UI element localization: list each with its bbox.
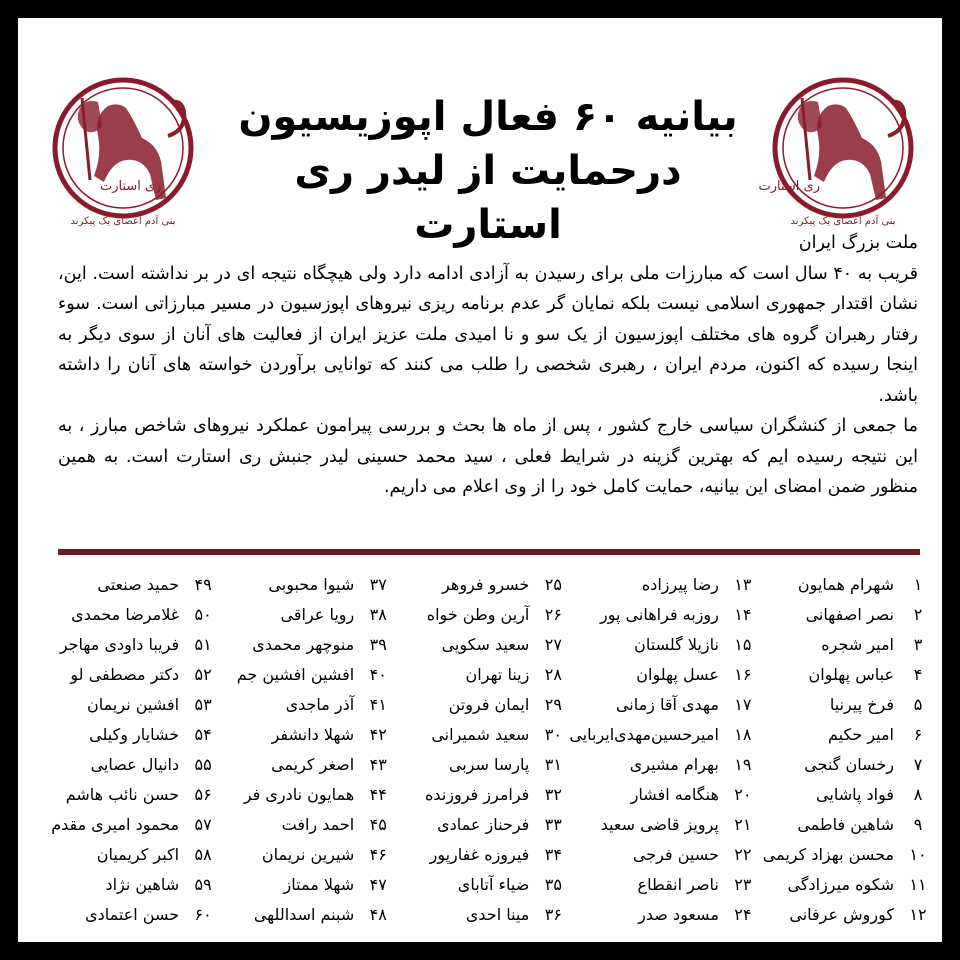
- list-item: [394, 690, 569, 720]
- signatory-number: ۱۶: [734, 665, 752, 684]
- signatory-name: نازیلا گلستان: [634, 635, 719, 654]
- signatory-name: شهرام همایون: [797, 575, 894, 594]
- list-item: [759, 780, 934, 810]
- signatory-name: شکوه میرزادگی: [787, 875, 894, 894]
- signatory-name: حسین فرجی: [632, 845, 719, 864]
- signatory-name: امیر شجره: [821, 635, 894, 654]
- signatory-number: ۵۱: [194, 635, 212, 654]
- list-item: [569, 870, 759, 900]
- list-item: [219, 720, 394, 750]
- lion-sword-icon: [38, 76, 208, 221]
- signatory-name: افشین نریمان: [87, 695, 180, 714]
- signatory-name: سعید سکویی: [441, 635, 530, 654]
- signatory-name: سعید شمیرانی: [431, 725, 530, 744]
- signatory-name: دانیال عصایی: [90, 755, 180, 774]
- list-item: [394, 570, 569, 600]
- signatory-number: ۲: [913, 605, 923, 624]
- signatory-number: ۲۹: [544, 695, 562, 714]
- list-item: [569, 570, 759, 600]
- signatory-number: ۸: [913, 785, 923, 804]
- list-item: [394, 750, 569, 780]
- list-item: [44, 660, 219, 690]
- list-item: [219, 690, 394, 720]
- signatory-name: فرحناز عمادی: [437, 815, 530, 834]
- list-item: [44, 840, 219, 870]
- signatory-name: فیروزه غفارپور: [429, 845, 530, 864]
- list-item: [44, 870, 219, 900]
- list-item: [759, 660, 934, 690]
- list-item: [219, 600, 394, 630]
- signatory-name: ناصر انقطاع: [637, 875, 719, 894]
- signatory-number: ۴۵: [369, 815, 387, 834]
- signatory-name: حسن اعتمادی: [85, 905, 180, 924]
- statement-body: [58, 228, 918, 503]
- signatory-name: شیوا محبوبی: [268, 575, 355, 594]
- list-item: [569, 600, 759, 630]
- list-item: [569, 780, 759, 810]
- svg-text:ری استارت: ری استارت: [758, 179, 820, 194]
- list-item: [759, 690, 934, 720]
- list-item: [569, 720, 759, 750]
- signatory-name: بهرام مشیری: [629, 755, 719, 774]
- signatory-name: شیرین نریمان: [261, 845, 355, 864]
- signatory-number: ۴۸: [369, 905, 387, 924]
- signatory-number: ۳۶: [544, 905, 562, 924]
- signatory-number: ۴۱: [369, 695, 387, 714]
- list-item: [759, 900, 934, 930]
- list-item: [569, 690, 759, 720]
- list-item: [394, 720, 569, 750]
- list-item: [394, 660, 569, 690]
- signatory-number: ۱۵: [734, 635, 752, 654]
- signatory-name: شاهین نژاد: [105, 875, 180, 894]
- list-item: [44, 810, 219, 840]
- signatory-number: ۲۱: [734, 815, 752, 834]
- section-divider: [58, 549, 920, 555]
- signatory-name: خسرو فروهر: [442, 575, 530, 594]
- signatories-column: [759, 570, 934, 930]
- signatory-number: ۱۸: [734, 725, 752, 744]
- signatory-name: رضا پیرزاده: [641, 575, 719, 594]
- signatory-number: ۳۳: [544, 815, 562, 834]
- signatory-number: ۴۷: [369, 875, 387, 894]
- list-item: [394, 630, 569, 660]
- signatory-name: افشین افشین جم: [236, 665, 355, 684]
- signatory-name: احمد رافت: [281, 815, 355, 834]
- signatory-name: ضیاء آتابای: [457, 875, 530, 894]
- signatory-name: فرامرز فروزنده: [425, 785, 530, 804]
- svg-text:ری استارت: ری استارت: [100, 179, 162, 194]
- emblem-motto: بنی آدم اعضای یک پیکرند: [790, 216, 896, 227]
- signatory-name: منوچهر محمدی: [252, 635, 355, 654]
- signatory-name: فریبا داودی مهاجر: [59, 635, 180, 654]
- signatory-name: غلامرضا محمدی: [71, 605, 180, 624]
- document-page: [18, 18, 942, 942]
- title-line-1: بیانیه ۶۰ فعال اپوزیسیون: [238, 94, 738, 140]
- signatory-number: ۵۲: [194, 665, 212, 684]
- signatory-name: شبنم اسداللهی: [253, 905, 355, 924]
- signatory-number: ۴۳: [369, 755, 387, 774]
- signatory-number: ۵۷: [194, 815, 212, 834]
- list-item: [569, 660, 759, 690]
- list-item: [759, 840, 934, 870]
- list-item: [394, 870, 569, 900]
- signatory-number: ۱۱: [909, 875, 927, 894]
- signatory-name: اصغر کریمی: [271, 755, 355, 774]
- salutation: ملت بزرگ ایران: [798, 233, 918, 253]
- signatory-number: ۲۷: [544, 635, 562, 654]
- signatories-column: [219, 570, 394, 930]
- signatory-number: ۲۳: [734, 875, 752, 894]
- signatory-number: ۱۰: [909, 845, 927, 864]
- signatory-number: ۵۰: [194, 605, 212, 624]
- list-item: [44, 630, 219, 660]
- lion-sword-emblem-left: [38, 76, 208, 236]
- signatory-number: ۱: [913, 575, 923, 594]
- list-item: [394, 900, 569, 930]
- list-item: [569, 900, 759, 930]
- list-item: [219, 810, 394, 840]
- signatory-number: ۱۴: [734, 605, 752, 624]
- list-item: [44, 750, 219, 780]
- signatory-name: زینا تهران: [465, 665, 530, 684]
- signatory-name: هنگامه افشار: [630, 785, 719, 804]
- list-item: [44, 690, 219, 720]
- statement-paragraph: قریب به ۴۰ سال است که مبارزات ملی برای رسیدن به آزادی ادامه دارد ولی هیچگاه نتیجه ای در بر نداشته است. این، نشان اقتدار جمهوری اسلامی نیست بلکه نمایان گر عدم برنامه ریزی نیروهای اپوزسیون در مسیر مبارزاتی است. سوء رفتار رهبران گروه های مختلف اپوزسیون از یک سو و نا امیدی ملت عزیز ایران از فعالیت های آنان از سوی دیگر به اینجا رسیده که اکنون، مردم ایران ، رهبری شخصی را طلب می کنند که توانایی برآوردن خواسته های آنان را داشته باشد.: [58, 263, 918, 406]
- signatory-number: ۳: [913, 635, 923, 654]
- signatory-number: ۴۲: [369, 725, 387, 744]
- signatory-name: نصر اصفهانی: [805, 605, 894, 624]
- signatory-number: ۱۹: [734, 755, 752, 774]
- signatory-number: ۵۴: [194, 725, 212, 744]
- signatory-number: ۵: [913, 695, 923, 714]
- signatories-column: [569, 570, 759, 930]
- signatory-name: روزبه فراهانی پور: [600, 605, 719, 624]
- signatory-number: ۳۱: [544, 755, 562, 774]
- list-item: [759, 720, 934, 750]
- signatory-name: حمید صنعتی: [97, 575, 180, 594]
- signatory-number: ۵۳: [194, 695, 212, 714]
- signatory-name: امیرحسین‌مهدی‌ایربایی: [569, 725, 719, 744]
- signatory-number: ۲۵: [544, 575, 562, 594]
- signatory-name: رویا عراقی: [280, 605, 355, 624]
- signatory-name: فواد پاشایی: [816, 785, 894, 804]
- list-item: [394, 600, 569, 630]
- signatory-name: محسن بهزاد کریمی: [762, 845, 894, 864]
- list-item: [759, 750, 934, 780]
- signatory-name: شهلا ممتاز: [283, 875, 355, 894]
- list-item: [219, 630, 394, 660]
- list-item: [394, 840, 569, 870]
- list-item: [44, 570, 219, 600]
- list-item: [569, 810, 759, 840]
- signatory-number: ۲۶: [544, 605, 562, 624]
- signatory-number: ۵۵: [194, 755, 212, 774]
- list-item: [759, 570, 934, 600]
- list-item: [759, 600, 934, 630]
- list-item: [44, 720, 219, 750]
- signatory-number: ۳۰: [544, 725, 562, 744]
- list-item: [219, 570, 394, 600]
- signatory-name: عسل پهلوان: [636, 665, 719, 684]
- signatory-name: اکبر کریمیان: [96, 845, 180, 864]
- signatory-name: پارسا سربی: [448, 755, 530, 774]
- signatory-name: رخسان گنجی: [804, 755, 894, 774]
- list-item: [219, 870, 394, 900]
- signatory-number: ۵۹: [194, 875, 212, 894]
- signatory-name: امیر حکیم: [828, 725, 894, 744]
- emblem-motto: بنی آدم اعضای یک پیکرند: [70, 216, 176, 227]
- signatory-number: ۲۰: [734, 785, 752, 804]
- signatory-number: ۲۸: [544, 665, 562, 684]
- signatory-number: ۲۴: [734, 905, 752, 924]
- signatory-name: ایمان فروتن: [448, 695, 530, 714]
- list-item: [219, 840, 394, 870]
- list-item: [759, 630, 934, 660]
- list-item: [759, 810, 934, 840]
- signatory-number: ۳۲: [544, 785, 562, 804]
- list-item: [569, 630, 759, 660]
- signatory-number: ۳۸: [369, 605, 387, 624]
- signatory-name: عباس پهلوان: [808, 665, 894, 684]
- list-item: [569, 840, 759, 870]
- signatory-number: ۵۸: [194, 845, 212, 864]
- signatory-name: شهلا دانشفر: [271, 725, 355, 744]
- signatory-name: همایون نادری فر: [243, 785, 355, 804]
- list-item: [569, 750, 759, 780]
- signatory-number: ۵۶: [194, 785, 212, 804]
- signatory-number: ۲۲: [734, 845, 752, 864]
- list-item: [394, 810, 569, 840]
- signatory-name: خشایار وکیلی: [89, 725, 180, 744]
- signatory-number: ۱۲: [909, 905, 927, 924]
- list-item: [44, 900, 219, 930]
- signatory-number: ۴۹: [194, 575, 212, 594]
- signatory-name: کوروش عرفانی: [789, 905, 894, 924]
- signatories-column: [44, 570, 219, 930]
- signatory-name: آذر ماجدی: [285, 695, 355, 714]
- lion-sword-emblem-right: [758, 76, 928, 236]
- signatory-number: ۴۶: [369, 845, 387, 864]
- signatory-name: فرخ پیرنیا: [829, 695, 894, 714]
- signatories-list: [44, 570, 934, 930]
- signatory-name: پرویز قاضی سعید: [600, 815, 719, 834]
- signatory-number: ۳۹: [369, 635, 387, 654]
- list-item: [44, 600, 219, 630]
- list-item: [219, 750, 394, 780]
- signatory-number: ۳۴: [544, 845, 562, 864]
- signatory-name: شاهین فاطمی: [797, 815, 894, 834]
- list-item: [759, 870, 934, 900]
- signatory-number: ۳۵: [544, 875, 562, 894]
- list-item: [219, 660, 394, 690]
- signatory-name: آرین وطن خواه: [426, 605, 530, 624]
- signatory-number: ۷: [913, 755, 923, 774]
- list-item: [219, 900, 394, 930]
- signatories-column: [394, 570, 569, 930]
- title-line-2: درحمایت از لیدر ری استارت: [294, 148, 682, 248]
- signatory-number: ۶۰: [194, 905, 212, 924]
- signatory-name: مهدی آقا زمانی: [615, 695, 719, 714]
- signatory-number: ۴: [913, 665, 923, 684]
- lion-sword-icon: [758, 76, 928, 221]
- signatory-number: ۴۴: [369, 785, 387, 804]
- statement-paragraph: ما جمعی از کنشگران سیاسی خارج کشور ، پس از ماه ها بحث و بررسی پیرامون عملکرد نیروهای شاخص مبارز ، به این نتیجه رسیده ایم که بهترین گزینه در شرایط فعلی ، سید محمد حسینی لیدر جنبش ری استارت است. به همین منظور ضمن امضای این بیانیه، حمایت کامل خود را از وی اعلام می داریم.: [58, 416, 918, 497]
- signatory-number: ۶: [913, 725, 923, 744]
- list-item: [219, 780, 394, 810]
- signatory-number: ۹: [913, 815, 923, 834]
- list-item: [44, 780, 219, 810]
- signatory-name: مسعود صدر: [638, 905, 719, 924]
- signatory-name: محمود امیری مقدم: [51, 815, 180, 834]
- signatory-name: دکتر مصطفی لو: [70, 665, 180, 684]
- list-item: [394, 780, 569, 810]
- signatory-name: مینا احدی: [465, 905, 530, 924]
- signatory-number: ۳۷: [369, 575, 387, 594]
- signatory-name: حسن نائب هاشم: [65, 785, 180, 804]
- signatory-number: ۱۳: [734, 575, 752, 594]
- signatory-number: ۴۰: [369, 665, 387, 684]
- signatory-number: ۱۷: [734, 695, 752, 714]
